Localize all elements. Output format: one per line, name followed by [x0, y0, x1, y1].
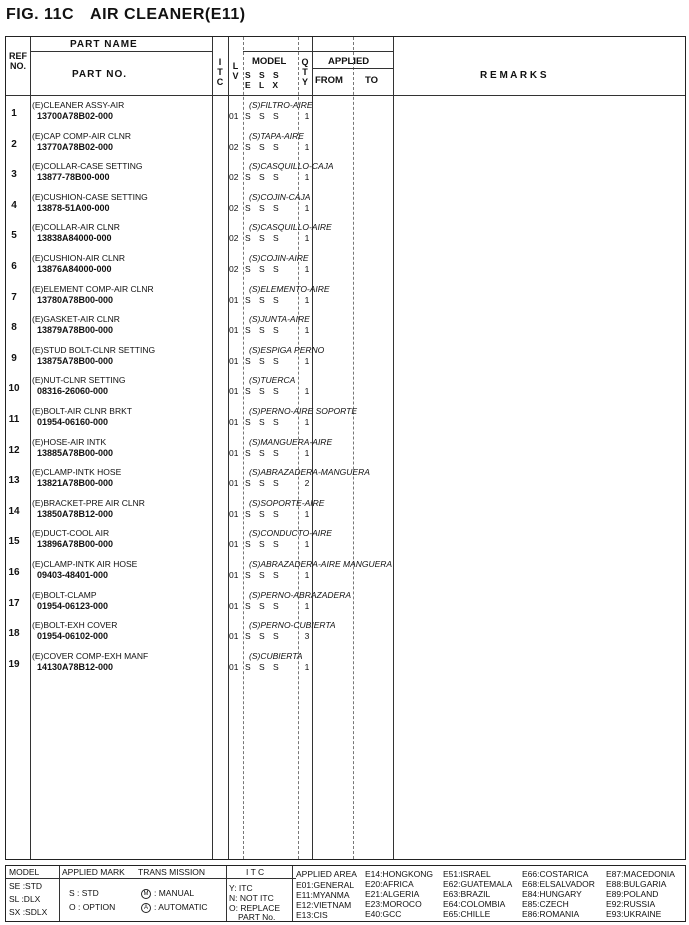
manual-symbol-icon: M: [141, 889, 151, 899]
part-number: 08316-26060-000: [37, 386, 109, 397]
table-row: [6, 375, 685, 405]
ref-number: 1: [11, 108, 17, 119]
spanish-name: (S)PERNO-ABRAZADERA: [249, 589, 352, 600]
applied-area-entry: E13:CIS: [296, 910, 328, 920]
part-number: 13878-51A00-000: [37, 202, 110, 213]
part-number: 01954-06160-000: [37, 417, 109, 427]
quantity: 1: [304, 539, 310, 550]
header-rule-model: [243, 51, 393, 52]
itc-header: [212, 57, 228, 87]
level-value: 01: [229, 417, 239, 427]
part-number: 13876A84000-000: [37, 264, 112, 274]
legend-model-sx: SX :SDLX: [9, 907, 48, 917]
model-marks: S S S: [245, 386, 282, 397]
part-name: (E)CLAMP-INTK AIR HOSE: [32, 559, 138, 569]
parts-table: [5, 36, 686, 860]
part-name: (E)HOSE-AIR INTK: [32, 436, 107, 447]
part-name: (E)CUSHION-CASE SETTING: [32, 191, 148, 202]
header-rule-partname: [30, 51, 212, 52]
applied-area-entry: E01:GENERAL: [296, 880, 355, 890]
ref-number: 3: [11, 169, 17, 181]
table-row: [6, 284, 685, 314]
applied-area-entry: E86:ROMANIA: [522, 909, 580, 919]
model-marks: S S S: [245, 508, 282, 519]
legend-header-rule: [6, 878, 296, 879]
part-name-header: PART NAME: [70, 39, 138, 50]
level-value: 01: [229, 111, 239, 121]
applied-area-entry: E89:POLAND: [606, 889, 659, 899]
ref-number: 9: [11, 352, 17, 364]
from-header: FROM: [315, 75, 343, 86]
ref-number: 19: [8, 658, 20, 670]
itc-header-t: T: [217, 67, 223, 77]
applied-area-entry: E20:AFRICA: [365, 879, 414, 889]
level-value: 01: [229, 478, 239, 489]
table-row: [6, 559, 685, 589]
quantity: 1: [304, 600, 310, 611]
ref-number: 4: [11, 199, 17, 211]
part-name: (E)ELEMENT COMP-AIR CLNR: [32, 283, 154, 294]
ref-number: 14: [8, 505, 20, 517]
legend-trans-automatic: [141, 902, 208, 913]
model-marks: S S S: [245, 141, 282, 152]
quantity: 1: [304, 172, 310, 183]
model-marks: S S S: [245, 111, 282, 121]
quantity: 1: [304, 264, 310, 274]
part-number: 13838A84000-000: [37, 233, 112, 244]
table-row: [6, 620, 685, 650]
model-marks: S S S: [245, 202, 282, 213]
quantity: 1: [304, 661, 310, 672]
part-number: 13850A78B12-000: [37, 508, 114, 519]
legend-rule-3: [292, 866, 293, 921]
part-number: 13885A78B00-000: [37, 447, 114, 458]
part-number: 13896A78B00-000: [37, 539, 114, 550]
ref-number: 2: [11, 138, 17, 150]
model-marks: S S S: [245, 233, 282, 244]
quantity: 1: [304, 325, 310, 336]
ref-number: 7: [11, 291, 17, 303]
quantity: 3: [304, 631, 310, 642]
part-number: 13780A78B00-000: [37, 294, 114, 305]
legend-mark-std: S : STD: [69, 888, 99, 898]
qty-header: [298, 57, 312, 87]
spanish-name: (S)ABRAZADERA-MANGUERA: [249, 467, 370, 478]
ref-number: 8: [11, 322, 17, 334]
level-value: 01: [229, 600, 239, 611]
quantity: 1: [304, 233, 310, 244]
spanish-name: (S)CASQUILLO-CAJA: [249, 161, 334, 172]
to-header: TO: [365, 75, 379, 86]
quantity: 1: [304, 141, 310, 152]
part-number: 13770A78B02-000: [37, 141, 114, 152]
table-row: [6, 467, 685, 497]
legend-mark-option: O : OPTION: [69, 902, 116, 912]
model-marks: S S S: [245, 478, 282, 489]
legend-trans-manual: [141, 888, 194, 899]
ref-header-line2: NO.: [9, 61, 26, 71]
spanish-name: (S)FILTRO-AIRE: [249, 100, 313, 110]
ref-number: 16: [8, 567, 20, 578]
spanish-name: (S)COJIN-CAJA: [249, 191, 311, 202]
level-value: 01: [229, 539, 239, 550]
itc-header-i: I: [218, 57, 222, 67]
itc-header-c: C: [216, 77, 224, 87]
spanish-name: (S)TAPA-AIRE: [249, 130, 304, 141]
legend-itc-y: Y: ITC: [229, 883, 253, 893]
model-marks: S S S: [245, 325, 282, 336]
table-row: [6, 345, 685, 375]
model-header: MODEL: [252, 56, 287, 67]
legend-applied-mark-title: APPLIED MARK: [62, 867, 125, 877]
model-marks: S S S: [245, 264, 282, 274]
spanish-name: (S)ELEMENTO-AIRE: [249, 283, 330, 294]
legend-model-sl: SL :DLX: [9, 894, 41, 904]
model-codes-bottom: E L X: [245, 80, 282, 90]
qty-header-y: Y: [301, 77, 308, 87]
table-row: [6, 437, 685, 467]
part-name: (E)STUD BOLT-CLNR SETTING: [32, 344, 156, 355]
table-row: [6, 498, 685, 528]
figure-number: FIG. 11C: [6, 6, 75, 23]
table-row: [6, 314, 685, 344]
applied-area-entry: E88:BULGARIA: [606, 879, 667, 889]
part-name: (E)CLAMP-INTK HOSE: [32, 467, 122, 478]
quantity: 1: [304, 447, 310, 458]
legend-box: [5, 865, 686, 922]
applied-area-entry: E40:GCC: [365, 909, 402, 919]
part-name: (E)CAP COMP-AIR CLNR: [32, 130, 132, 141]
ref-number: 13: [8, 475, 20, 487]
part-name: (E)COLLAR-CASE SETTING: [32, 161, 143, 172]
spanish-name: (S)CONDUCTO-AIRE: [249, 528, 332, 539]
applied-area-entry: E21:ALGERIA: [365, 889, 420, 899]
legend-itc-o: O: REPLACE: [229, 903, 281, 913]
ref-number: 18: [8, 628, 20, 640]
spanish-name: (S)CUBIERTA: [249, 650, 303, 661]
applied-area-entry: E63:BRAZIL: [443, 889, 491, 899]
table-row: [6, 651, 685, 681]
level-value: 01: [229, 447, 239, 458]
applied-area-entry: E84:HUNGARY: [522, 889, 582, 899]
automatic-symbol-icon: A: [141, 903, 151, 913]
part-number: 13877-78B00-000: [37, 172, 110, 183]
spanish-name: (S)MANGUERA-AIRE: [249, 436, 333, 447]
model-marks: S S S: [245, 172, 282, 183]
applied-area-entry: E64:COLOMBIA: [443, 899, 506, 909]
quantity: 1: [304, 355, 310, 366]
level-value: 01: [229, 386, 239, 397]
part-number: 13821A78B00-000: [37, 478, 114, 489]
level-value: 01: [229, 508, 239, 519]
ref-number: 10: [8, 383, 20, 395]
spanish-name: (S)JUNTA-AIRE: [249, 314, 310, 325]
level-value: 02: [229, 264, 239, 274]
lv-header: [228, 61, 243, 81]
legend-model-title: MODEL: [9, 867, 40, 877]
legend-model-se: SE :STD: [9, 881, 43, 891]
qty-header-q: Q: [301, 57, 309, 67]
part-number: 13879A78B00-000: [37, 325, 114, 336]
quantity: 1: [304, 202, 310, 213]
legend-trans-manual-label: : MANUAL: [154, 888, 195, 898]
level-value: 02: [229, 202, 239, 213]
header-bottom-rule: [6, 95, 685, 96]
table-row: [6, 131, 685, 161]
ref-number: 12: [8, 444, 20, 456]
spanish-name: (S)SOPORTE-AIRE: [249, 497, 325, 508]
part-number: 01954-06102-000: [37, 631, 109, 642]
part-number: 13700A78B02-000: [37, 111, 114, 121]
part-name: (E)GASKET-AIR CLNR: [32, 314, 120, 325]
part-number: 14130A78B12-000: [37, 661, 114, 672]
applied-header: APPLIED: [328, 56, 370, 67]
level-value: 02: [229, 141, 239, 152]
ref-no-header: [6, 51, 30, 71]
quantity: 1: [304, 417, 310, 427]
applied-area-entry: E65:CHILLE: [443, 909, 491, 919]
level-value: 01: [229, 661, 239, 672]
applied-area-entry: E14:HONGKONG: [365, 869, 434, 879]
table-row: [6, 406, 685, 436]
applied-area-entry: E12:VIETNAM: [296, 900, 352, 910]
part-name: (E)BOLT-CLAMP: [32, 589, 97, 600]
quantity: 1: [304, 386, 310, 397]
model-marks: S S S: [245, 539, 282, 550]
model-codes-top: S S S: [245, 70, 282, 80]
table-row: [6, 528, 685, 558]
part-name: (E)CLEANER ASSY-AIR: [32, 100, 125, 110]
part-number: 13875A78B00-000: [37, 355, 114, 366]
model-marks: S S S: [245, 294, 282, 305]
spanish-name: (S)PERNO-AIRE SOPORTE: [249, 406, 357, 416]
qty-header-t: T: [302, 67, 308, 77]
figure-name: AIR CLEANER(E11): [90, 6, 246, 23]
applied-area-entry: E92:RUSSIA: [606, 899, 656, 909]
part-name: (E)CUSHION-AIR CLNR: [32, 253, 126, 263]
legend-trans-automatic-label: : AUTOMATIC: [154, 902, 208, 912]
part-number: 09403-48401-000: [37, 570, 109, 580]
part-no-header: PART NO.: [72, 69, 128, 80]
applied-area-entry: E51:ISRAEL: [443, 869, 491, 879]
level-value: 02: [229, 172, 239, 183]
applied-area-entry: E68:ELSALVADOR: [522, 879, 595, 889]
level-value: 01: [229, 355, 239, 366]
model-marks: S S S: [245, 631, 282, 642]
spanish-name: (S)ESPIGA PERNO: [249, 344, 325, 355]
applied-area-entry: E93:UKRAINE: [606, 909, 662, 919]
legend-itc-title: I T C: [246, 867, 265, 877]
model-marks: S S S: [245, 355, 282, 366]
model-marks: S S S: [245, 600, 282, 611]
part-name: (E)BRACKET-PRE AIR CLNR: [32, 497, 145, 508]
legend-itc-n: N: NOT ITC: [229, 893, 274, 903]
applied-area-entry: E87:MACEDONIA: [606, 869, 675, 879]
spanish-name: (S)PERNO-CUBIERTA: [249, 620, 336, 631]
table-row: [6, 222, 685, 252]
quantity: 1: [304, 508, 310, 519]
lv-header-v: V: [232, 71, 239, 81]
applied-area-entry: E66:COSTARICA: [522, 869, 589, 879]
model-marks: S S S: [245, 661, 282, 672]
figure-title: [6, 6, 246, 24]
applied-area-entry: E62:GUATEMALA: [443, 879, 513, 889]
table-row: [6, 100, 685, 130]
spanish-name: (S)COJIN-AIRE: [249, 253, 309, 263]
applied-area-entry: E23:MOROCO: [365, 899, 422, 909]
applied-rule: [312, 68, 393, 69]
part-name: (E)NUT-CLNR SETTING: [32, 375, 126, 386]
table-row: [6, 253, 685, 283]
ref-number: 11: [8, 414, 20, 425]
ref-number: 5: [11, 230, 17, 242]
level-value: 02: [229, 233, 239, 244]
spanish-name: (S)ABRAZADERA-AIRE MANGUERA: [249, 559, 393, 569]
model-marks: S S S: [245, 447, 282, 458]
quantity: 1: [304, 111, 310, 121]
table-row: [6, 192, 685, 222]
model-marks: S S S: [245, 570, 282, 580]
legend-trans-title: TRANS MISSION: [138, 867, 206, 877]
level-value: 01: [229, 294, 239, 305]
spanish-name: (S)TUERCA: [249, 375, 296, 386]
legend-rule-1: [59, 866, 60, 921]
part-number: 01954-06123-000: [37, 600, 109, 611]
level-value: 01: [229, 631, 239, 642]
table-row: [6, 161, 685, 191]
legend-itc-partno: PART No.: [238, 912, 276, 922]
spanish-name: (S)CASQUILLO-AIRE: [249, 222, 332, 233]
part-name: (E)DUCT-COOL AIR: [32, 528, 110, 539]
lv-header-l: L: [232, 61, 239, 71]
ref-header-line1: REF: [9, 51, 27, 61]
model-marks: S S S: [245, 417, 282, 427]
ref-number: 17: [8, 597, 20, 609]
ref-number: 15: [8, 536, 20, 548]
part-name: (E)COVER COMP-EXH MANF: [32, 650, 149, 661]
quantity: 2: [304, 478, 310, 489]
quantity: 1: [304, 570, 310, 580]
applied-area-entry: E11:MYANMA: [296, 890, 350, 900]
applied-area-entry: E85:CZECH: [522, 899, 569, 909]
part-name: (E)COLLAR-AIR CLNR: [32, 222, 120, 233]
legend-area-title: APPLIED AREA: [296, 869, 357, 879]
level-value: 01: [229, 325, 239, 336]
level-value: 01: [229, 570, 239, 580]
remarks-header: R E M A R K S: [480, 70, 547, 81]
part-name: (E)BOLT-EXH COVER: [32, 620, 118, 631]
ref-number: 6: [11, 261, 17, 272]
quantity: 1: [304, 294, 310, 305]
legend-rule-2: [226, 866, 227, 921]
part-name: (E)BOLT-AIR CLNR BRKT: [32, 406, 132, 416]
table-row: [6, 590, 685, 620]
